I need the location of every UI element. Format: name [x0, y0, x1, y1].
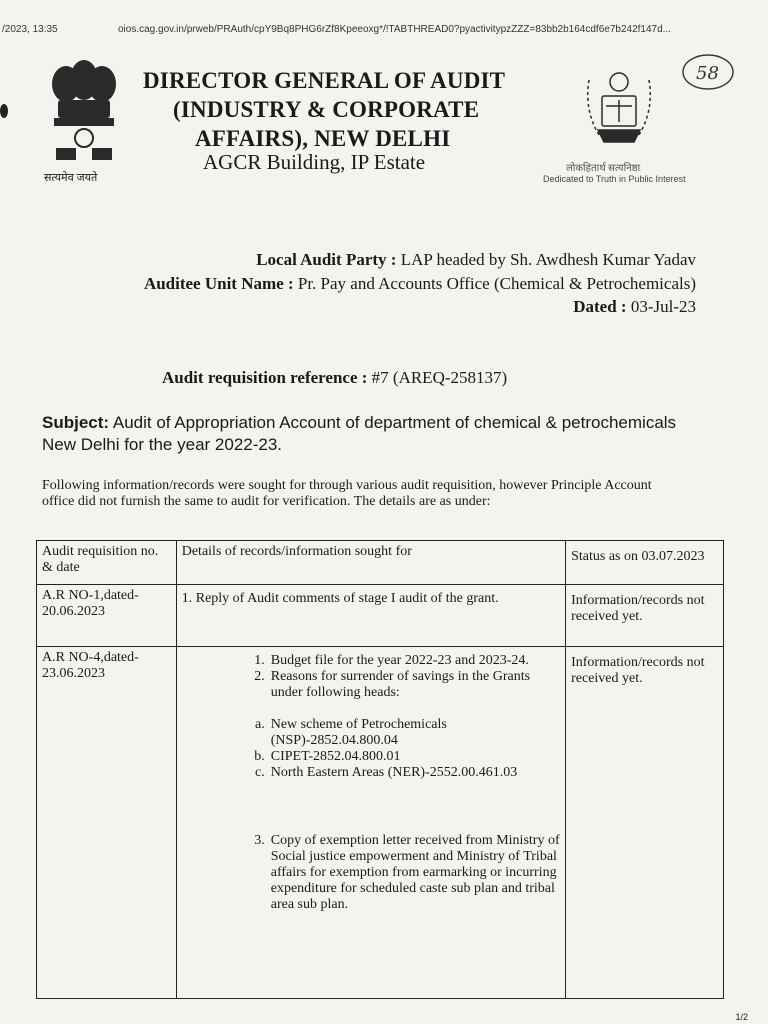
list-item: 2. Reasons for surrender of savings in the Grants under following heads:	[254, 669, 531, 700]
auditee-label: Auditee Unit Name :	[143, 274, 294, 293]
list-item: c. North Eastern Areas (NER)-2552.00.461.03	[255, 765, 518, 780]
row2-ref: A.R NO-4,dated-23.06.2023	[37, 647, 177, 999]
punch-hole-mark	[0, 104, 8, 118]
table-header-row	[37, 541, 724, 585]
audit-party-label: Local Audit Party :	[256, 250, 397, 269]
requisition-value: #7 (AREQ-258137)	[371, 368, 508, 387]
row1-details: 1. Reply of Audit comments of stage I audit of the grant.	[176, 585, 565, 647]
tagline: Dedicated to Truth in Public Interest	[543, 174, 686, 184]
dated-label: Dated :	[573, 297, 627, 316]
row1-status: Information/records not received yet.	[566, 585, 724, 647]
subject-text: Audit of Appropriation Account of department of chemical & petrochemicals New Delhi for the year 2022-23.	[42, 413, 677, 454]
row2-sub-list	[247, 717, 560, 781]
print-datetime: /2023, 13:35	[2, 24, 58, 35]
requisition-reference	[162, 368, 507, 388]
title-line-2: (INDUSTRY & CORPORATE	[173, 97, 480, 122]
requisition-table	[36, 540, 724, 999]
audit-party-value: LAP headed by Sh. Awdhesh Kumar Yadav	[400, 250, 696, 269]
letterhead-title	[143, 66, 505, 153]
row2-main-list	[247, 653, 560, 701]
letterhead-subtitle: AGCR Building, IP Estate	[203, 150, 426, 174]
dated-value: 03-Jul-23	[630, 297, 696, 316]
requisition-label: Audit requisition reference :	[162, 368, 368, 387]
row2-status: Information/records not received yet.	[566, 647, 724, 999]
handwritten-page-number	[680, 52, 736, 92]
tagline-hindi: लोकहितार्थ सत्यनिष्ठा	[566, 163, 641, 174]
list-item: 1. Budget file for the year 2022-23 and 2023-24.	[254, 653, 529, 668]
dated-line	[573, 297, 696, 317]
cag-seal-icon	[574, 60, 664, 160]
header-status: Status as on 03.07.2023	[566, 541, 724, 585]
subject	[42, 412, 692, 456]
auditee-line	[144, 274, 696, 294]
table-row	[37, 647, 724, 999]
table-row	[37, 585, 724, 647]
row2-details	[176, 647, 565, 999]
subject-label: Subject:	[42, 413, 110, 432]
list-item: b. CIPET-2852.04.800.01	[254, 749, 401, 764]
title-line-3: AFFAIRS), NEW DELHI	[195, 126, 451, 151]
auditee-value: Pr. Pay and Accounts Office (Chemical & Petrochemicals)	[297, 274, 696, 293]
print-url: oios.cag.gov.in/prweb/PRAuth/cpY9Bq8PHG6rZf8Kpeeoxg*/!TABTHREAD0?pyactivitypzZZZ=83bb2b164cdf6e7b242f147d...	[118, 24, 671, 35]
header-requisition-no: Audit requisition no. & date	[37, 541, 177, 585]
title-line-1: DIRECTOR GENERAL OF AUDIT	[143, 68, 506, 93]
header-details: Details of records/information sought for	[176, 541, 565, 585]
emblem-motto: सत्यमेव जयते	[44, 172, 98, 184]
row1-ref: A.R NO-1,dated-20.06.2023	[37, 585, 177, 647]
national-emblem-icon	[36, 56, 132, 176]
list-item: 3. Copy of exemption letter received from Ministry of Social justice empowerment and Ministry of Tribal affairs for exemption from earmarking or incurring expenditure for scheduled caste sub plan and tribal area sub plan.	[254, 833, 560, 912]
page-number: 1/2	[735, 1012, 748, 1022]
list-item: a. New scheme of Petrochemicals (NSP)-2852.04.800.04	[255, 717, 447, 748]
intro-paragraph: Following information/records were sought for through various audit requisition, however Principle Account office did not furnish the same to audit for verification. The details are as under:	[42, 478, 652, 509]
row2-item3-list	[247, 833, 560, 913]
audit-party-line	[256, 250, 696, 270]
handwritten-number-text: 58	[696, 63, 719, 84]
